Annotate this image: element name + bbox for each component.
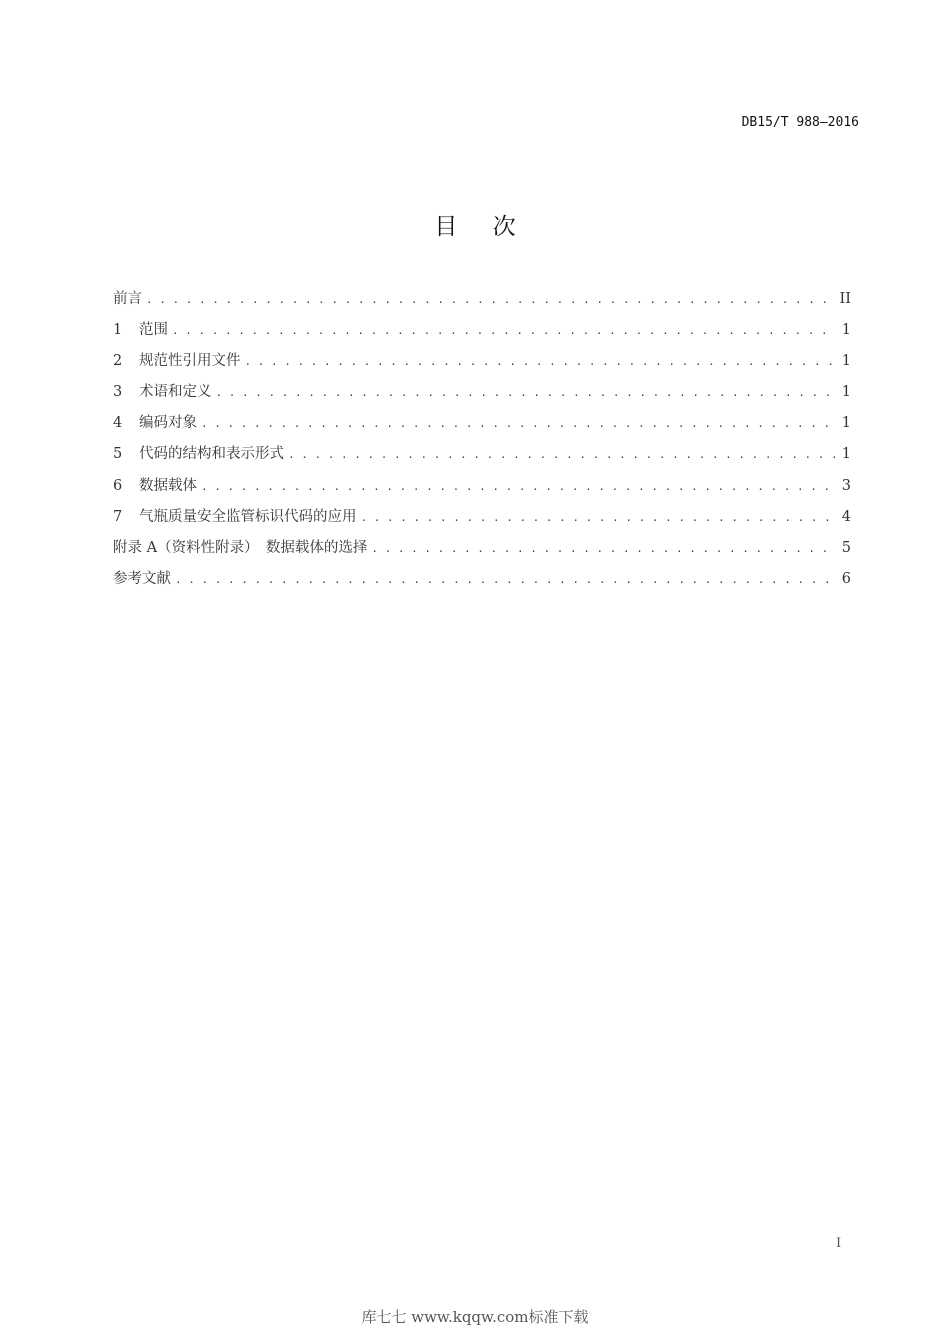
toc-entry-data-carrier[interactable] [113,474,851,505]
toc-label: 数据载体 [139,477,197,494]
toc-leader-dots [361,511,836,524]
toc-label: 范围 [139,322,168,339]
toc-page: 5 [841,539,851,556]
toc-leader-dots [371,542,835,555]
toc-page: 1 [841,353,851,370]
toc-entry-scope[interactable] [113,318,851,349]
toc-leader-dots [201,417,835,430]
toc-page: 1 [841,384,851,401]
toc-page: 6 [841,570,851,587]
toc-leader-dots [216,386,836,399]
toc-entry-application[interactable] [113,505,851,536]
toc-leader-dots [146,293,834,306]
page-title [0,208,950,241]
toc-entry-normative-references[interactable] [113,349,851,380]
toc-label: 规范性引用文件 [139,353,241,370]
toc-page: 3 [841,477,851,494]
table-of-contents [113,287,851,598]
toc-label: 附录 A（资料性附录） 数据载体的选择 [113,539,368,556]
toc-label: 气瓶质量安全监管标识代码的应用 [139,508,357,525]
footer-watermark: 库七七 www.kqqw.com标准下载 [361,1308,589,1326]
toc-number: 5 [113,446,123,463]
toc-number: 3 [113,384,123,401]
toc-page: 1 [841,415,851,432]
toc-entry-code-structure[interactable] [113,442,851,473]
toc-label: 编码对象 [139,415,197,432]
toc-page: 1 [841,446,851,463]
toc-page: II [839,291,851,307]
toc-leader-dots [175,573,835,586]
toc-leader-dots [288,448,835,461]
toc-leader-dots [201,480,835,493]
toc-page: 1 [841,322,851,339]
toc-number: 7 [113,508,123,525]
toc-number: 6 [113,477,123,494]
toc-label: 参考文献 [113,570,171,587]
toc-entry-appendix-a[interactable] [113,536,851,567]
title-char: 次 [492,214,516,240]
toc-entry-bibliography[interactable] [113,567,851,598]
toc-leader-dots [245,355,836,368]
toc-label: 前言 [113,291,142,307]
standard-code: DB15/T 988—2016 [741,115,859,130]
toc-label: 代码的结构和表示形式 [139,446,284,463]
toc-number: 1 [113,322,123,339]
page-number: I [836,1236,842,1251]
toc-number: 2 [113,353,123,370]
toc-leader-dots [172,324,835,337]
toc-entry-terms[interactable] [113,380,851,411]
toc-entry-foreword[interactable] [113,287,851,318]
toc-page: 4 [841,508,851,525]
title-char: 目 [434,214,458,240]
toc-number: 4 [113,415,123,432]
toc-label: 术语和定义 [139,384,212,401]
toc-entry-coding-objects[interactable] [113,411,851,442]
